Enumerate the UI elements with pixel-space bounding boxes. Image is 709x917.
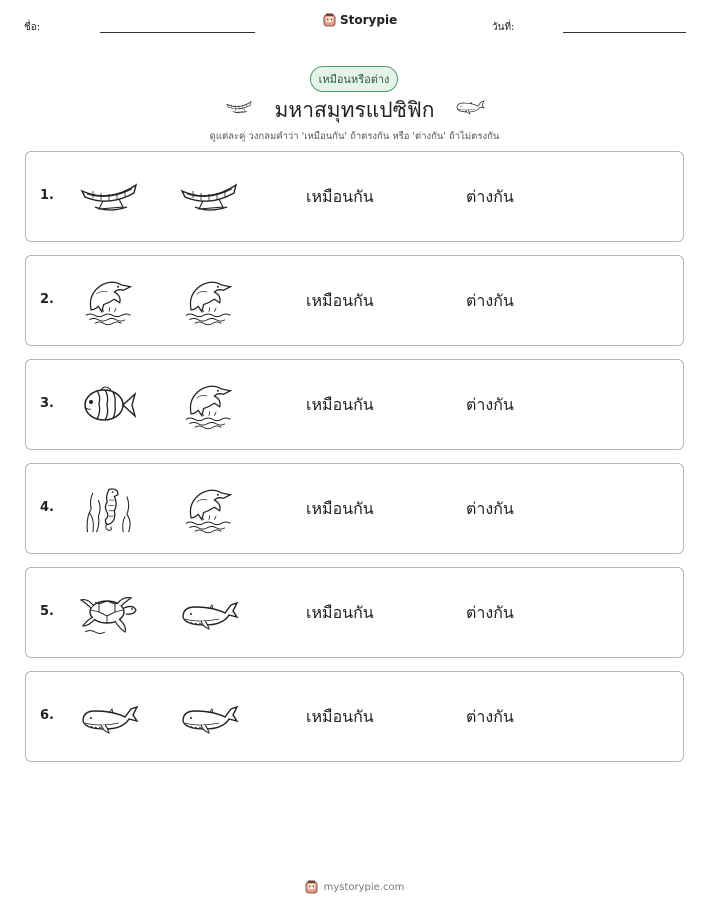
canoe-icon: [79, 172, 139, 222]
whale-icon: [452, 96, 488, 116]
question-row: [25, 671, 684, 762]
question-number: 5.: [40, 604, 54, 619]
whale-icon: [179, 692, 239, 742]
worksheet-header: [0, 0, 709, 50]
canoe-icon: [179, 172, 239, 222]
question-number: 3.: [40, 396, 54, 411]
option-different[interactable]: ต่างกัน: [466, 603, 514, 622]
fish-icon: [79, 380, 139, 430]
title-row: [0, 94, 709, 124]
option-same[interactable]: เหมือนกัน: [306, 499, 374, 518]
question-number: 4.: [40, 500, 54, 515]
brand-name: Storypie: [340, 13, 398, 27]
dolphin-icon: [179, 380, 239, 430]
question-row: [25, 151, 684, 242]
name-field-line[interactable]: [100, 32, 255, 33]
seahorse-icon: [79, 484, 139, 534]
instructions: ดูแต่ละคู่ วงกลมคำว่า 'เหมือนกัน' ถ้าตรงกัน หรือ 'ต่างกัน' ถ้าไม่ตรงกัน: [209, 131, 500, 142]
brand-logo: [323, 13, 397, 27]
mascot-icon: [305, 880, 318, 894]
dolphin-icon: [79, 276, 139, 326]
mascot-icon: [323, 13, 336, 27]
date-label: วันที่:: [492, 22, 515, 33]
option-different[interactable]: ต่างกัน: [466, 291, 514, 310]
footer-site-link[interactable]: mystorypie.com: [323, 881, 405, 893]
question-number: 1.: [40, 188, 54, 203]
question-row: [25, 255, 684, 346]
page-title: มหาสมุทรแปซิฟิก: [274, 98, 435, 122]
option-same[interactable]: เหมือนกัน: [306, 291, 374, 310]
name-label: ชื่อ:: [24, 22, 41, 33]
whale-icon: [179, 588, 239, 638]
option-same[interactable]: เหมือนกัน: [306, 395, 374, 414]
question-row: [25, 567, 684, 658]
option-different[interactable]: ต่างกัน: [466, 395, 514, 414]
option-same[interactable]: เหมือนกัน: [306, 187, 374, 206]
question-row: [25, 359, 684, 450]
footer: [0, 880, 709, 894]
dolphin-icon: [179, 484, 239, 534]
question-row: [25, 463, 684, 554]
option-different[interactable]: ต่างกัน: [466, 187, 514, 206]
dolphin-icon: [179, 276, 239, 326]
option-same[interactable]: เหมือนกัน: [306, 707, 374, 726]
date-field-line[interactable]: [563, 32, 686, 33]
turtle-icon: [79, 588, 139, 638]
whale-icon: [79, 692, 139, 742]
worksheet-type-badge: เหมือนหรือต่าง: [310, 66, 398, 92]
option-different[interactable]: ต่างกัน: [466, 707, 514, 726]
option-same[interactable]: เหมือนกัน: [306, 603, 374, 622]
option-different[interactable]: ต่างกัน: [466, 499, 514, 518]
question-number: 6.: [40, 708, 54, 723]
question-number: 2.: [40, 292, 54, 307]
